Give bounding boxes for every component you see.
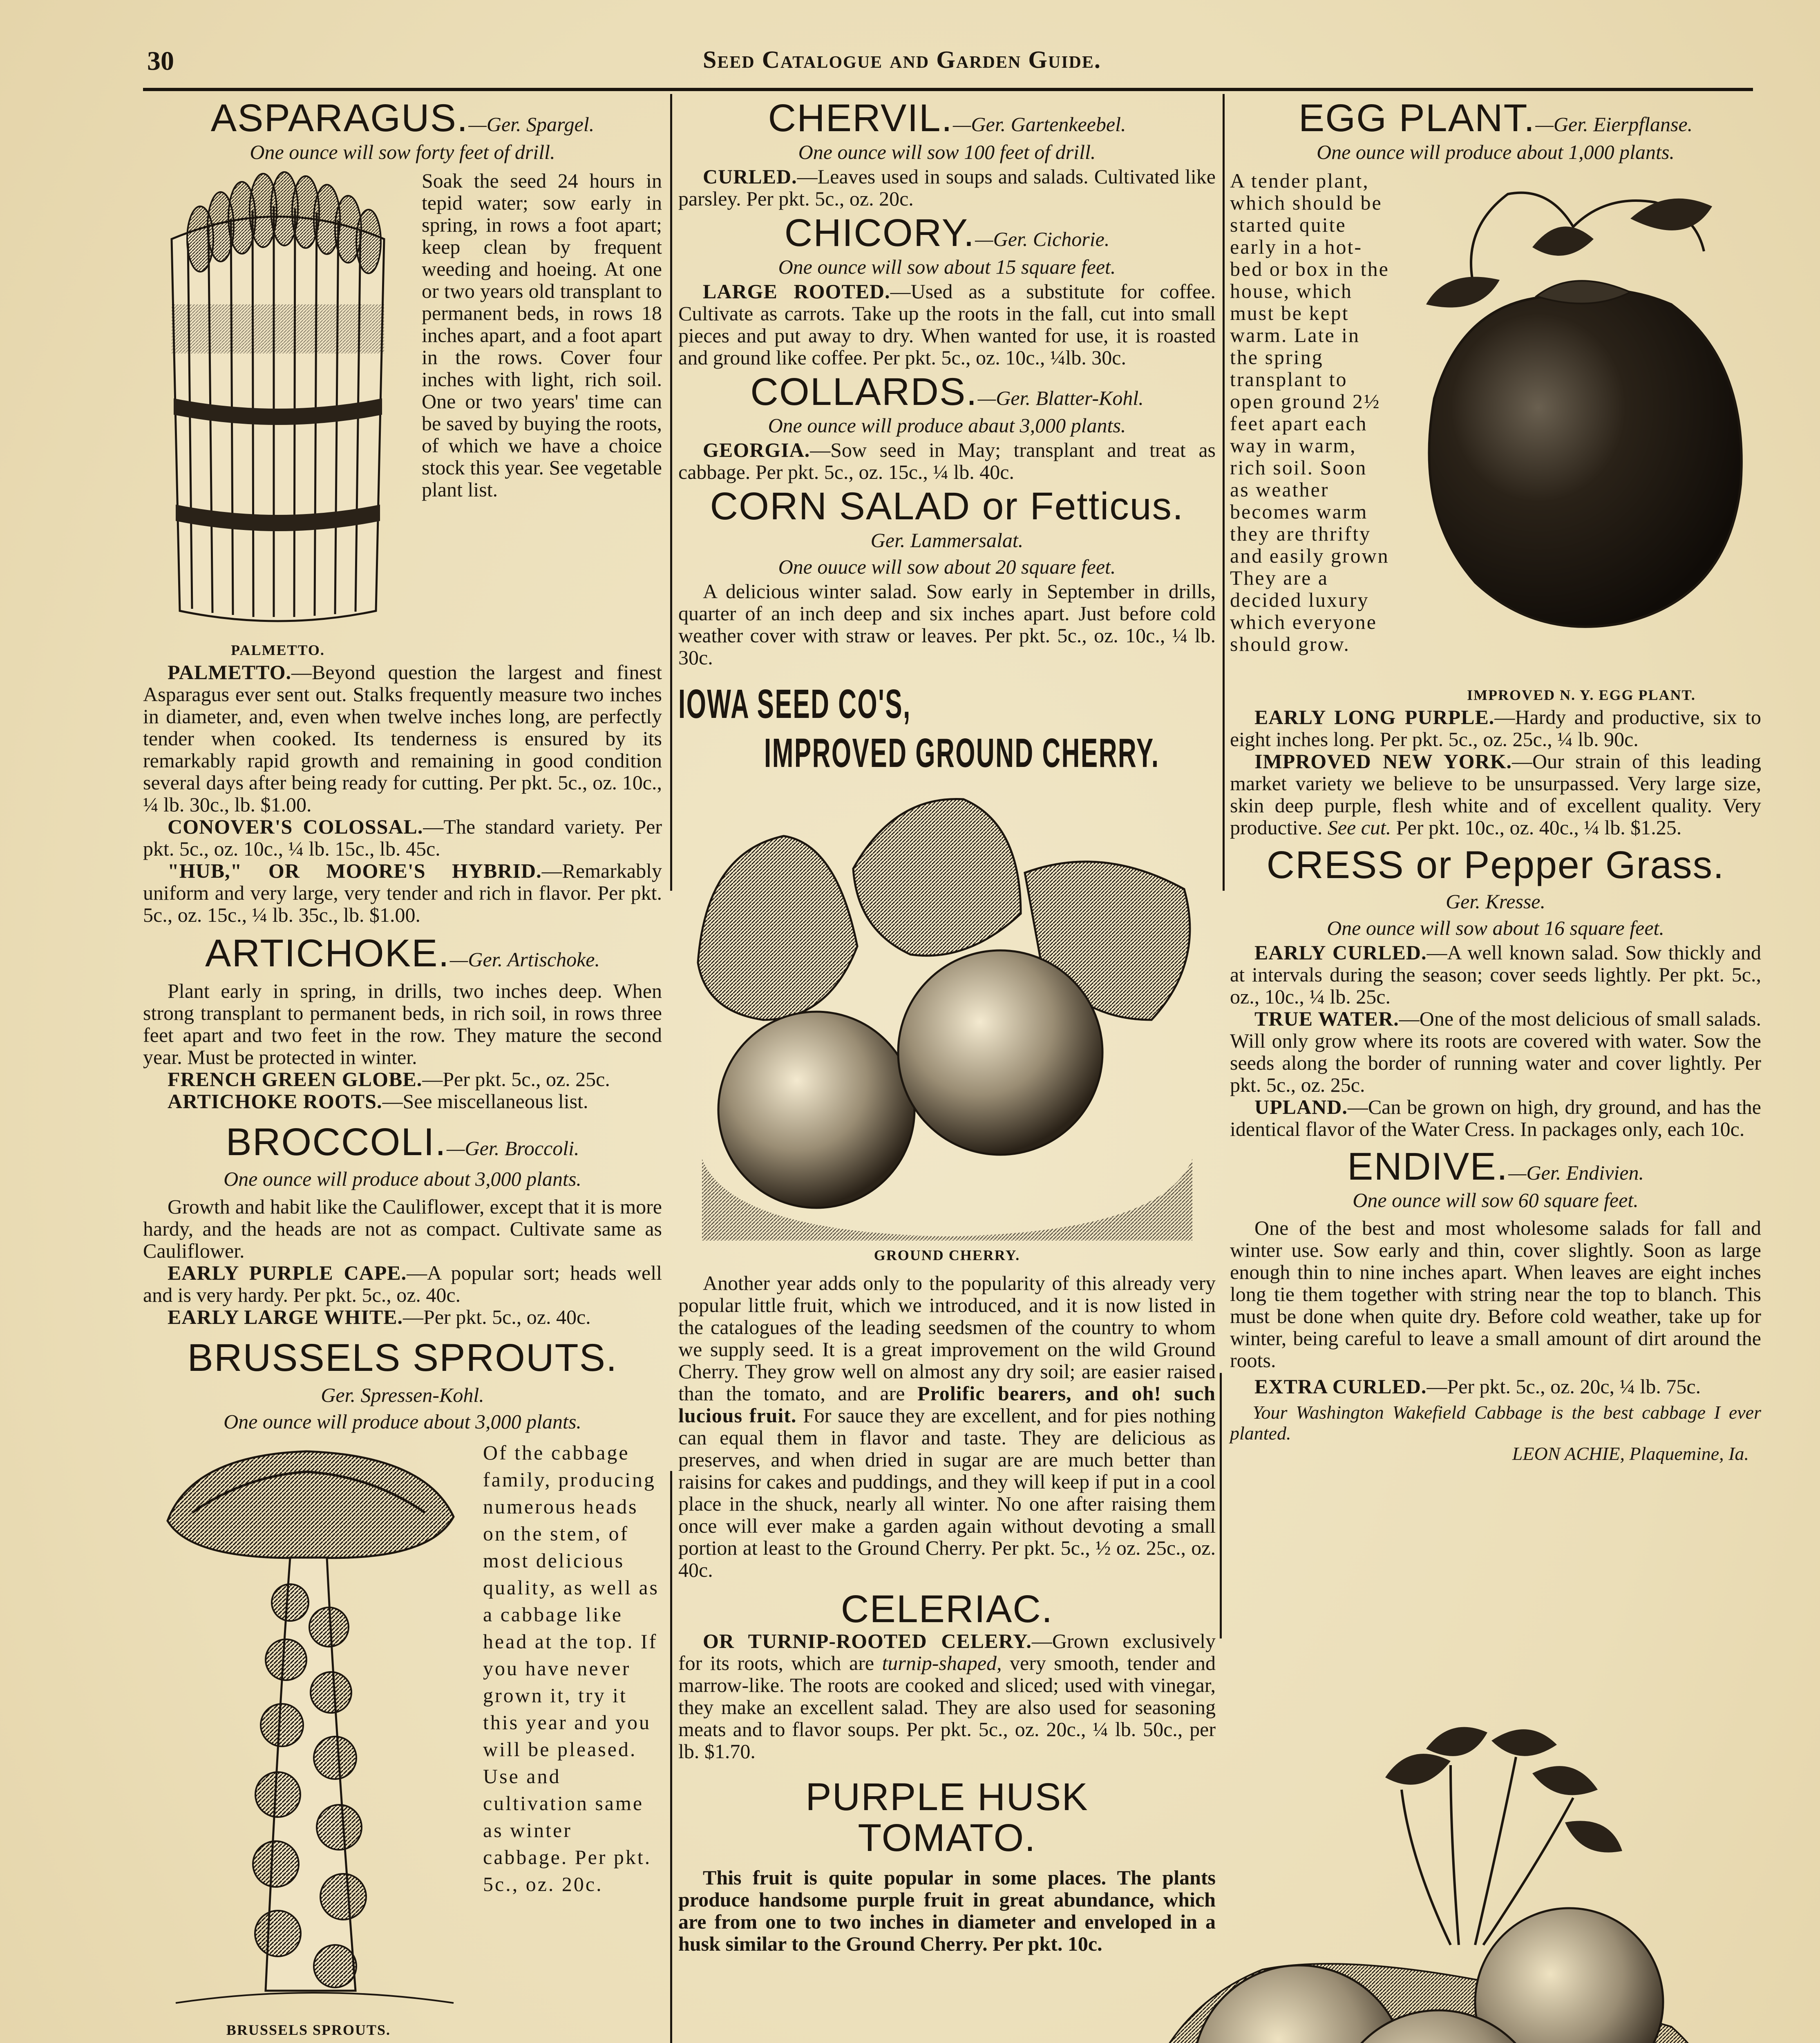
egg-plant-figure: [1402, 170, 1761, 704]
corn-salad-german: Ger. Lammersalat.: [870, 529, 1024, 552]
cress-early-curled: [1230, 941, 1761, 1008]
egg-plant-intro: A tender plant, which should be started quite early in a hot-bed or box in the house, which must be kept warm. Late in the spring transplant to open ground 2½ feet apart each way in warm, rich soil. Soon as weather becomes warm they are thrifty and easily grown They are a decided luxury which everyone should grow.: [1230, 169, 1389, 655]
testimonial-author: LEON ACHIE, Plaquemine, Ia.: [1512, 1443, 1749, 1464]
corn-salad-heading: CORN SALAD or Fetticus.: [710, 485, 1184, 528]
asparagus-figure: [143, 170, 413, 659]
chervil-curled: [678, 165, 1216, 210]
brussels-heading: [143, 1338, 662, 1379]
column-rule-left-upper: [670, 94, 672, 891]
chervil-german: —Ger. Gartenkeebel.: [952, 113, 1126, 136]
new-york-description-b: Per pkt. 10c., oz. 40c., ¼ lb. $1.25.: [1396, 816, 1682, 839]
turnip-rooted-celery-illustration: [1140, 1716, 1753, 2043]
ground-cherry-brand: [678, 681, 1216, 791]
hub-name: "HUB," OR MOORE'S HYBRID.: [168, 859, 542, 882]
collards-title: COLLARDS.: [750, 370, 978, 414]
curled-name: CURLED.: [703, 165, 797, 188]
artichoke-german: —Ger. Artischoke.: [449, 948, 600, 971]
extra-curled-name: EXTRA CURLED.: [1254, 1375, 1427, 1398]
egg-plant-title: EGG PLANT.: [1298, 96, 1536, 140]
purple-husk-heading-2: TOMATO.: [858, 1816, 1036, 1860]
endive-intro: One of the best and most wholesome salads for fall and winter use. Sow early and thin, cover slightly. Soon as large enough thin to nine inches apart. When leaves are eight inches long tie them together with string near the top to blanch. This must be done when quite dry. Before cold weather, take up for winter, being careful to leave a small amount of dirt around the roots.: [1230, 1216, 1761, 1372]
conover-description: —The standard variety. Per pkt. 5c., oz. 10c., ¼ lb. 15c., lb. 45c.: [143, 815, 662, 860]
brussels-sprouts-illustration: [143, 1439, 474, 2019]
chervil-heading: [678, 98, 1216, 139]
roots-description: —See miscellaneous list.: [382, 1089, 588, 1113]
ground-cherry-caption: GROUND CHERRY.: [874, 1247, 1020, 1263]
column-rule-right: [1223, 94, 1225, 891]
purple-cape-description: —A popular sort; heads well and is very hardy. Per pkt. 5c., oz. 40c.: [143, 1261, 662, 1307]
curled-description: —Leaves used in soups and salads. Cultivated like parsley. Per pkt. 5c., oz. 20c.: [678, 165, 1216, 210]
endive-extra-curled: [1230, 1375, 1761, 1397]
celeriac-text: [678, 1630, 1216, 1762]
collards-georgia: [678, 439, 1216, 483]
column-right: [1230, 98, 1761, 1464]
chicory-title: CHICORY.: [784, 211, 975, 255]
hub-description: —Remarkably uniform and very large, very tender and rich in flavor. Per pkt. 5c., oz. 15c., ¼ lb. 35c., lb. $1.00.: [143, 859, 662, 926]
column-left: [143, 98, 662, 2041]
palmetto-name: PALMETTO.: [168, 660, 292, 684]
new-york-description-a: —Our strain of this leading market variety we believe to be unsurpassed. Very large size, skin deep purple, flesh white and of excellent quality. Very productive.: [1230, 749, 1761, 839]
ground-cherry-text-b: For sauce they are excellent, and for pies nothing can equal them in flavor and taste. They are delicious as preserves, and when dried in sugar are are much better than raisins for cakes and puddings, and they will keep if put in a cool place in the shuck, nearly all winter. No one after raising them once will ever make a garden again without devoting a small portion at least to the Ground Cherry. Per pkt. 5c., ½ oz. 25c., oz. 40c.: [678, 1404, 1216, 1581]
artichoke-heading: [143, 933, 662, 974]
corn-salad-text: A delicious winter salad. Sow early in September in drills, quarter of an inch deep and six inches apart. Just before cold weather cover with straw or leaves. Per pkt. 5c., oz. 10c., ¼ lb. 30c.: [678, 580, 1216, 669]
long-purple-name: EARLY LONG PURPLE.: [1254, 705, 1495, 729]
asparagus-heading: [143, 98, 662, 139]
asparagus-german: —Ger. Spargel.: [468, 113, 595, 136]
early-curled-description: —A well known salad. Sow thickly and at intervals during the season; cover seeds lightly. Per pkt. 5c., oz., 10c., ¼ lb. 25c.: [1230, 941, 1761, 1008]
column-rule-right-lower: [1220, 1373, 1222, 1638]
asparagus-conover: [143, 816, 662, 860]
asparagus-intro: Soak the seed 24 hours in tepid water; sow early in spring, in rows a foot apart; keep clean by frequent weeding and hoeing. At one or two years old transplant to permanent beds, in rows 18 inches apart, and a foot apart in the rows. Cover four inches with light, rich soil. One or two years' time can be saved by buying the roots, of which we have a choice stock this year. See vegetable plant list.: [422, 169, 662, 501]
cress-true-water: [1230, 1008, 1761, 1096]
brussels-title: BRUSSELS SPROUTS.: [187, 1336, 618, 1380]
palmetto-description: —Beyond question the largest and finest Asparagus ever sent out. Stalks frequently measure two inches in diameter, and, even when twelve inches long, are perfectly tender when cooked. Its tenderness is ensured by its remarkably rapid growth and remaining in good condition several days after being ready for cutting. Per pkt. 5c., oz. 10c., ¼ lb. 30c., lb. $1.00.: [143, 660, 662, 816]
broccoli-german: —Ger. Broccoli.: [447, 1136, 579, 1160]
artichoke-globe: [143, 1068, 662, 1090]
asparagus-palmetto: [143, 661, 662, 816]
purple-husk-heading-1: PURPLE HUSK: [805, 1775, 1089, 1819]
asparagus-bundle-illustration: [143, 170, 413, 639]
extra-curled-description: —Per pkt. 5c., oz. 20c, ¼ lb. 75c.: [1426, 1375, 1701, 1398]
broccoli-purple: [143, 1262, 662, 1306]
celeriac-text-a: —Grown exclusively for its roots, which are: [678, 1629, 1216, 1674]
egg-plant-long-purple: [1230, 706, 1761, 750]
georgia-description: —Sow seed in May; transplant and treat as cabbage. Per pkt. 5c., oz. 15c., ¼ lb. 40c.: [678, 438, 1216, 484]
conover-name: CONOVER'S COLOSSAL.: [168, 815, 423, 838]
brussels-text: Of the cabbage family, producing numerous heads on the stem, of most delicious quality, as well as a cabbage like head at the top. If you have never grown it, try it this year and you will be pleased. Use and cultivation same as winter cabbage. Per pkt. 5c., oz. 20c.: [483, 1441, 660, 1895]
chicory-heading: [678, 213, 1216, 254]
asparagus-caption: PALMETTO.: [231, 642, 325, 658]
brussels-caption: BRUSSELS SPROUTS.: [226, 2022, 391, 2038]
new-york-name: IMPROVED NEW YORK.: [1254, 749, 1512, 773]
asparagus-title: ASPARAGUS.: [210, 96, 469, 140]
true-water-description: —One of the most delicious of small salads. Will only grow where its roots are covered with water. Sow the seeds along the border of running water and cover lightly. Per pkt. 5c., oz. 25c.: [1230, 1007, 1761, 1096]
globe-description: —Per pkt. 5c., oz. 25c.: [422, 1067, 610, 1091]
broccoli-title: BROCCOLI.: [226, 1120, 447, 1164]
broccoli-heading: [143, 1122, 662, 1163]
roots-name: ARTICHOKE ROOTS.: [168, 1089, 382, 1113]
artichoke-title: ARTICHOKE.: [205, 931, 450, 975]
egg-plant-new-york: [1230, 750, 1761, 838]
egg-plant-heading: [1230, 98, 1761, 139]
endive-heading: [1230, 1144, 1761, 1188]
brussels-german: Ger. Spressen-Kohl.: [321, 1384, 484, 1406]
corn-salad-sowing-rate: One ouuce will sow about 20 square feet.: [778, 555, 1116, 578]
celeriac-italic: turnip-shaped,: [882, 1651, 1002, 1674]
chervil-sowing-rate: One ounce will sow 100 feet of drill.: [798, 140, 1096, 163]
large-rooted-description: —Used as a substitute for coffee. Cultivate as carrots. Take up the roots in the fall, cut into small pieces and put away to dry. When wanted for use, it is roasted and ground like coffee. Per pkt. 5c., oz. 10c., ¼lb. 30c.: [678, 279, 1216, 369]
egg-plant-caption: IMPROVED N. Y. EGG PLANT.: [1467, 686, 1696, 703]
ground-cherry-highlight: Prolific bearers, and oh! such lucious fruit.: [678, 1382, 1216, 1427]
large-rooted-name: LARGE ROOTED.: [703, 279, 890, 303]
celeriac-heading: CELERIAC.: [841, 1587, 1053, 1631]
true-water-name: TRUE WATER.: [1254, 1007, 1399, 1030]
collards-german: —Ger. Blatter-Kohl.: [977, 386, 1144, 409]
brussels-figure: [143, 1439, 474, 2039]
artichoke-intro: Plant early in spring, in drills, two inches deep. When strong transplant to permanent beds, in rich soil, in rows three feet apart and two feet in the row. They mature the second year. Must be protected in winter.: [143, 979, 662, 1068]
collards-sowing-rate: One ounce will produce abaut 3,000 plants.: [768, 414, 1126, 437]
chicory-german: —Ger. Cichorie.: [975, 227, 1110, 250]
upland-description: —Can be grown on high, dry ground, and has the identical flavor of the Water Cress. In packages only, each 10c.: [1230, 1095, 1761, 1140]
broccoli-intro: Growth and habit like the Cauliflower, except that it is more hardy, and the heads are not as compact. Cultivate same as Cauliflower.: [143, 1195, 662, 1263]
egg-plant-illustration: [1402, 170, 1761, 668]
brand-line-1: IOWA SEED CO'S,: [678, 681, 911, 727]
chicory-sowing-rate: One ounce will sow about 15 square feet.: [778, 255, 1116, 278]
egg-plant-german: —Ger. Eierpflanse.: [1535, 113, 1693, 136]
celeriac-subtitle: OR TURNIP-ROOTED CELERY.: [703, 1629, 1032, 1652]
large-white-name: EARLY LARGE WHITE.: [168, 1305, 403, 1329]
ground-cherry-text: [678, 1272, 1216, 1581]
cress-upland: [1230, 1096, 1761, 1140]
page-number: 30: [147, 46, 174, 76]
header-rule: [143, 88, 1753, 91]
cress-heading: CRESS or Pepper Grass.: [1266, 843, 1725, 887]
chicory-large-rooted: [678, 280, 1216, 369]
testimonial-quote: Your Washington Wakefield Cabbage is the best cabbage I ever planted.: [1230, 1402, 1761, 1444]
broccoli-white: [143, 1306, 662, 1328]
purple-cape-name: EARLY PURPLE CAPE.: [168, 1261, 407, 1285]
asparagus-hub: [143, 860, 662, 926]
long-purple-description: —Hardy and productive, six to eight inches long. Per pkt. 5c., oz. 25c., ¼ lb. 90c.: [1230, 705, 1761, 751]
new-york-see-cut: See cut.: [1327, 816, 1391, 839]
collards-heading: [678, 372, 1216, 413]
endive-title: ENDIVE.: [1347, 1144, 1509, 1188]
running-header: Seed Catalogue and Garden Guide.: [703, 46, 1101, 73]
cress-sowing-rate: One ounce will sow about 16 square feet.: [1327, 916, 1664, 939]
upland-name: UPLAND.: [1254, 1095, 1348, 1118]
artichoke-roots: [143, 1090, 662, 1112]
chervil-title: CHERVIL.: [768, 96, 953, 140]
large-white-description: —Per pkt. 5c., oz. 40c.: [403, 1305, 591, 1329]
early-curled-name: EARLY CURLED.: [1254, 941, 1427, 964]
cress-german: Ger. Kresse.: [1446, 890, 1545, 913]
asparagus-sowing-rate: One ounce will sow forty feet of drill.: [250, 140, 555, 163]
georgia-name: GEORGIA.: [703, 438, 810, 462]
column-middle: [678, 98, 1216, 1955]
ground-cherry-figure: [678, 791, 1216, 1264]
egg-plant-sowing-rate: One ounce will produce about 1,000 plants.: [1317, 140, 1675, 163]
broccoli-sowing-rate: One ounce will produce about 3,000 plants.: [224, 1167, 581, 1191]
ground-cherry-text-a: Another year adds only to the popularity of this already very popular little fruit, which we introduced, and it is now listed in the catalogues of the leading seedsmen of the country to whom we supply seed. It is a great improvement on the wild Ground Cherry. They grow well on almost any dry soil; are easier raised than the tomato, and are: [678, 1272, 1216, 1405]
celeriac-figure: [1140, 1716, 1753, 2043]
globe-name: FRENCH GREEN GLOBE.: [168, 1067, 423, 1091]
column-rule-left-lower: [670, 1471, 672, 2043]
brussels-sowing-rate: One ounce will produce about 3,000 plants.: [224, 1410, 581, 1433]
endive-german: —Ger. Endivien.: [1508, 1161, 1644, 1184]
brand-line-2: IMPROVED GROUND CHERRY.: [764, 730, 1160, 776]
celeriac-text-b: very smooth, tender and marrow-like. The roots are cooked and sliced; used with vinegar, they make an excellent salad. They are also used for seasoning meats and to flavor soups. Per pkt. 5c., oz. 20c., ¼ lb. 50c., per lb. $1.70.: [678, 1651, 1216, 1763]
purple-husk-text: This fruit is quite popular in some places. The plants produce handsome purple fruit in great abundance, which are from one to two inches in diameter and enveloped in a husk similar to the Ground Cherry. Per pkt. 10c.: [678, 1866, 1216, 1956]
ground-cherry-illustration: [682, 791, 1213, 1245]
endive-sowing-rate: One ounce will sow 60 square feet.: [1353, 1189, 1639, 1212]
